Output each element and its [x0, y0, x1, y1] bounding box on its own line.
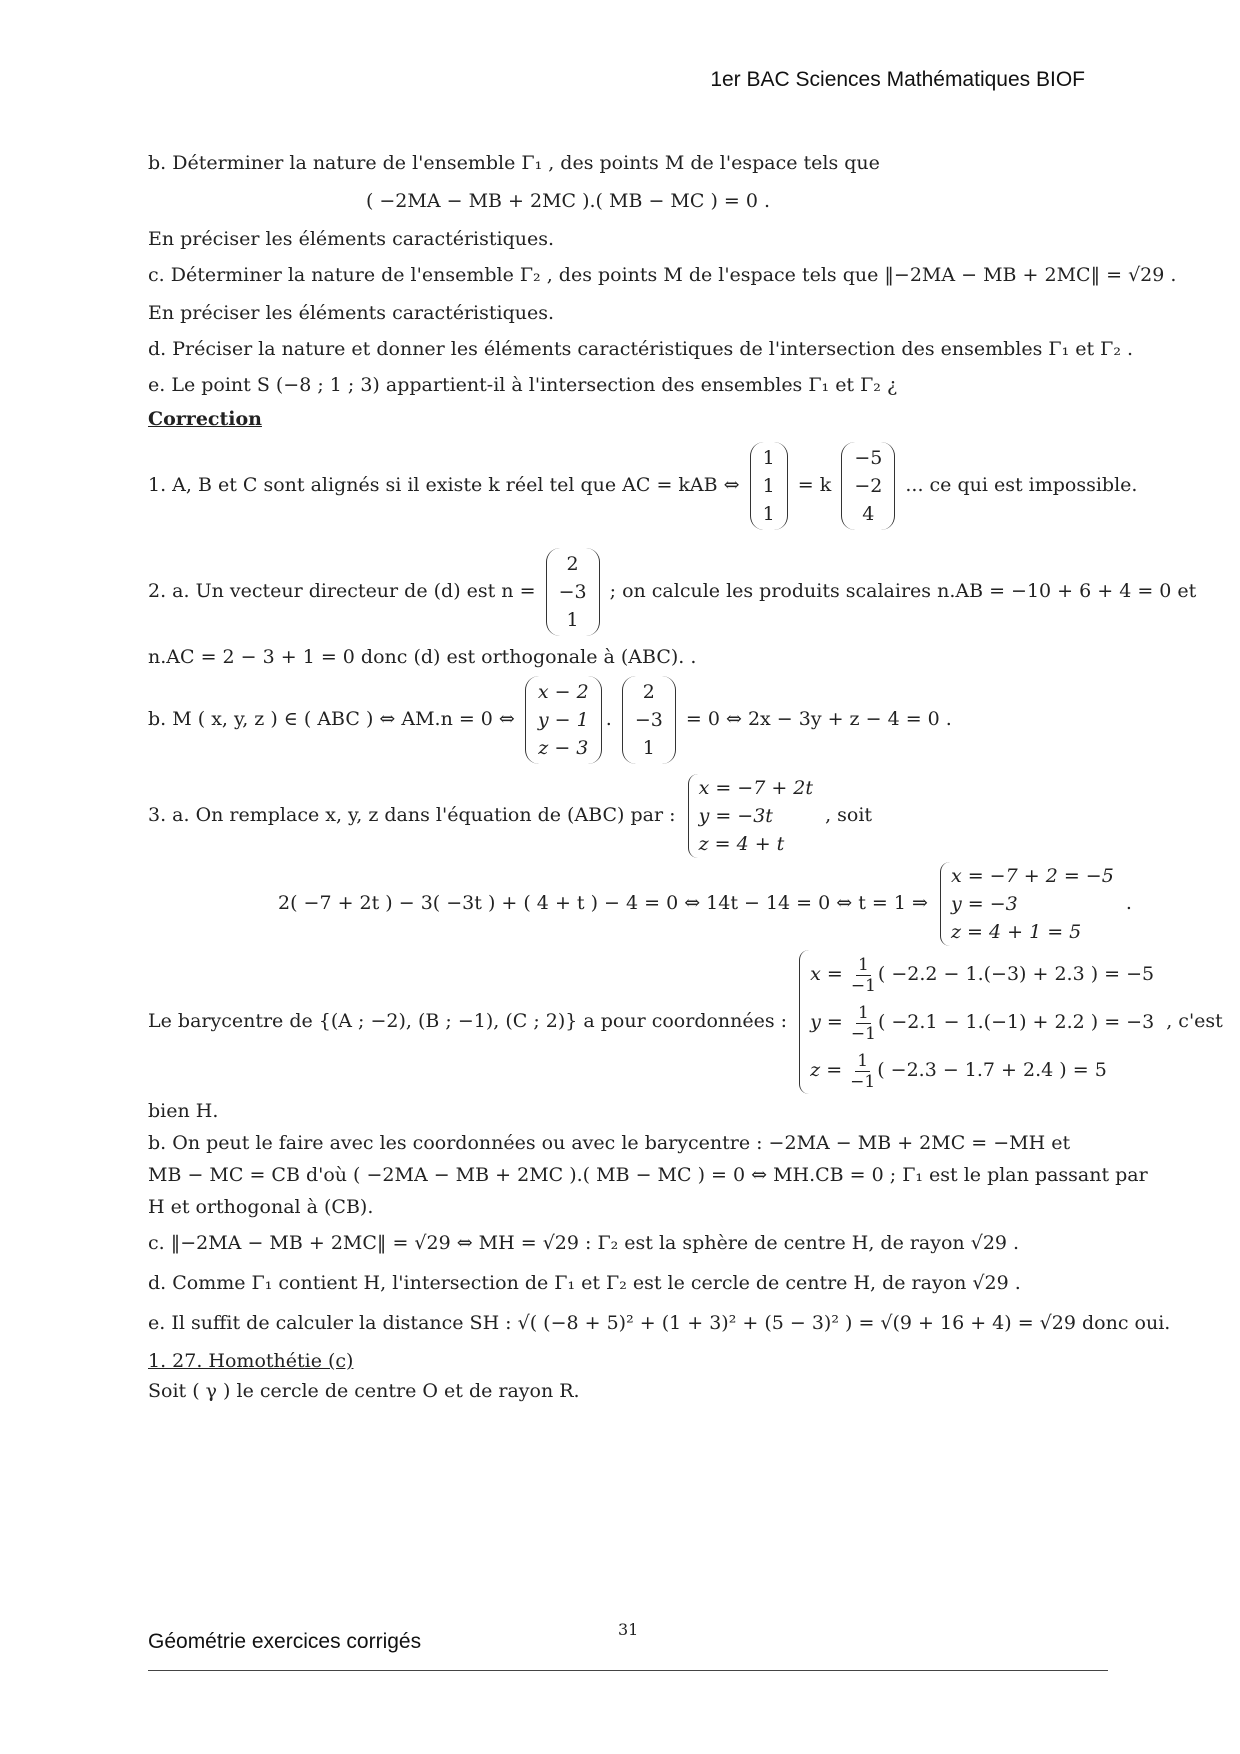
e-question: e. Le point S (−8 ; 1 ; 3) appartient-il à l'intersection des ensembles Γ₁ et Γ₂ ¿: [148, 374, 898, 396]
c3a-equation: 2( −7 + 2t ) − 3( −3t ) + ( 4 + t ) − 4 = 0 ⇔ 14t − 14 = 0 ⇔ t = 1 ⇒ x = −7 + 2 = −5 y = −3 z = 4 + 1 = 5 .: [148, 862, 1108, 946]
barycentre: Le barycentre de {(A ; −2), (B ; −1), (C ; 2)} a pour coordonnées : x = $\frac{1}{-1}$ ( −2.2 − 1.(−3) + 2.3 ) = −5 y = $\frac{1}{-1}$ ( −2.1 − 1.(−1) + 2.2 ) = −3 z = $\frac{1}{-1}$ ( −2.3 − 1.7 + 2.4 ) = 5 , c'est: [148, 950, 1108, 1094]
correction-1: 1. A, B et C sont alignés si il existe k réel tel que AC = kAB ⇔ 1 1 1 = k −5 −2 4 ... ce qui est impossible.: [148, 442, 1108, 530]
c3b-line1: b. On peut le faire avec les coordonnées ou avec le barycentre : −2MA − MB + 2MC = −MH et: [148, 1132, 1071, 1154]
c3a-system: x = −7 + 2t y = −3t z = 4 + t: [688, 774, 813, 858]
c-precise: En préciser les éléments caractéristiques.: [148, 302, 555, 324]
c2a-line2: n.AC = 2 − 3 + 1 = 0 donc (d) est orthogonale à (ABC). .: [148, 646, 697, 668]
c2b-vector-2: 2 −3 1: [622, 676, 676, 764]
b-equation: ( −2MA − MB + 2MC ).( MB − MC ) = 0 .: [365, 190, 771, 212]
correction-2a: 2. a. Un vecteur directeur de (d) est n = 2 −3 1 ; on calcule les produits scalaires n.AB = −10 + 6 + 4 = 0 et: [148, 548, 1108, 636]
c3d: d. Comme Γ₁ contient H, l'intersection de Γ₁ et Γ₂ est le cercle de centre H, de rayon √29 .: [148, 1272, 1021, 1294]
c3e: e. Il suffit de calculer la distance SH : √( (−8 + 5)² + (1 + 3)² + (5 − 3)² ) = √(9 + 16 + 4) = √29 donc oui.: [148, 1312, 1171, 1334]
bary-last: bien H.: [148, 1100, 219, 1122]
header-title: 1er BAC Sciences Mathématiques BIOF: [710, 68, 1085, 91]
footer: [148, 1620, 1108, 1671]
c1-vector-2: −5 −2 4: [841, 442, 895, 530]
b-question: b. Déterminer la nature de l'ensemble Γ₁ , des points M de l'espace tels que: [148, 152, 880, 174]
c1-vector-1: 1 1 1: [750, 442, 788, 530]
page-content: [148, 150, 1223, 1402]
c3b-line3: H et orthogonal à (CB).: [148, 1196, 374, 1218]
c1-text: 1. A, B et C sont alignés si il existe k réel tel que AC = kAB ⇔: [148, 474, 740, 496]
correction-3a: 3. a. On remplace x, y, z dans l'équation de (ABC) par : x = −7 + 2t y = −3t z = 4 + t , soit: [148, 774, 1108, 858]
c2a-vector: 2 −3 1: [546, 548, 600, 636]
c3a-system-2: x = −7 + 2 = −5 y = −3 z = 4 + 1 = 5: [940, 862, 1114, 946]
c2b-vector-1: x − 2 y − 1 z − 3: [525, 676, 602, 764]
footer-title: Géométrie exercices corrigés: [148, 1630, 422, 1653]
b-precise: En préciser les éléments caractéristiques.: [148, 228, 555, 250]
c3b-line2: MB − MC = CB d'où ( −2MA − MB + 2MC ).( MB − MC ) = 0 ⇔ MH.CB = 0 ; Γ₁ est le plan passant par: [148, 1164, 1148, 1186]
c3c: c. ‖−2MA − MB + 2MC‖ = √29 ⇔ MH = √29 : Γ₂ est la sphère de centre H, de rayon √29 .: [148, 1232, 1020, 1254]
d-question: d. Préciser la nature et donner les éléments caractéristiques de l'intersection des ensembles Γ₁ et Γ₂ .: [148, 338, 1134, 360]
c-question: c. Déterminer la nature de l'ensemble Γ₂ , des points M de l'espace tels que ‖−2MA − MB + 2MC‖ = √29 .: [148, 264, 1177, 286]
page-number: 31: [618, 1620, 639, 1639]
correction-2b: b. M ( x, y, z ) ∈ ( ABC ) ⇔ AM.n = 0 ⇔ x − 2 y − 1 z − 3 . 2 −3 1 = 0 ⇔ 2x − 3y + z − 4 = 0 .: [148, 676, 1108, 764]
section-text: Soit ( γ ) le cercle de centre O et de rayon R.: [148, 1380, 580, 1402]
correction-heading: Correction: [148, 408, 262, 430]
section-heading: 1. 27. Homothétie (c): [148, 1350, 354, 1372]
bary-system: x = $\frac{1}{-1}$ ( −2.2 − 1.(−3) + 2.3 ) = −5 y = $\frac{1}{-1}$ ( −2.1 − 1.(−1) + 2.2 ) = −3 z = $\frac{1}{-1}$ ( −2.3 − 1.7 + 2.4 ) = 5: [799, 950, 1154, 1094]
